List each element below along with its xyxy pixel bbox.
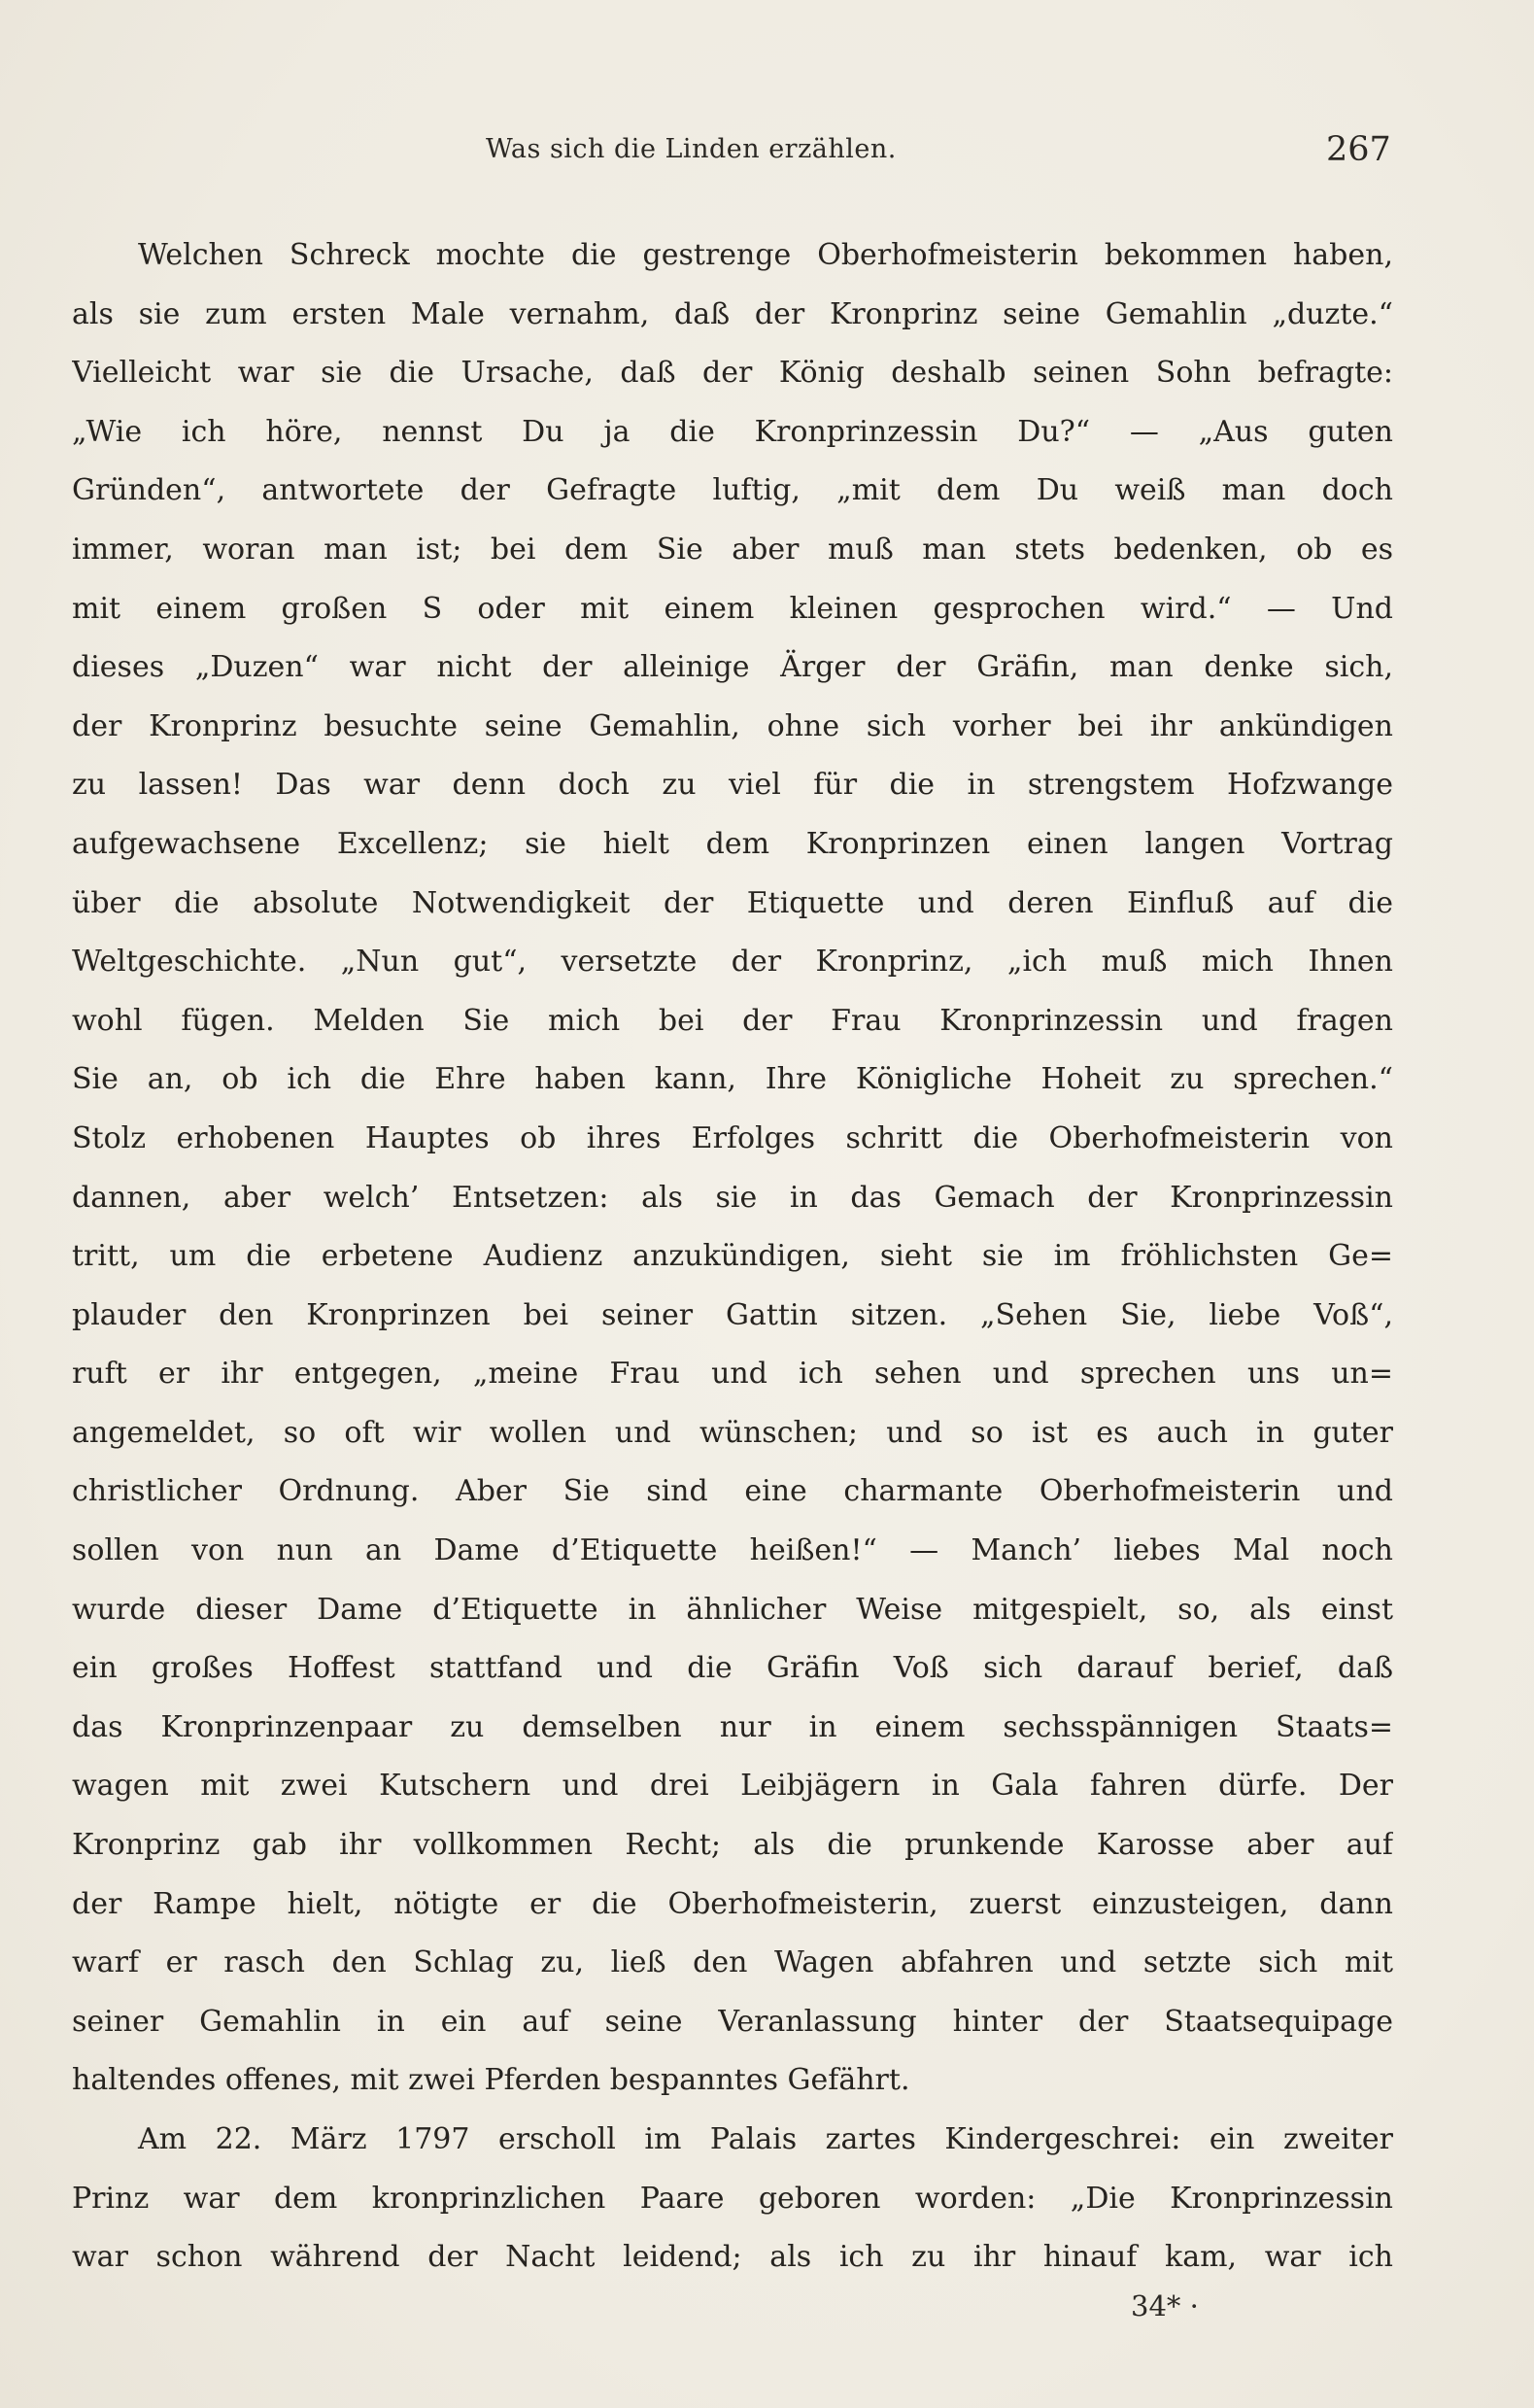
text-line: war schon während der Nacht leidend; als ich zu ihr hinauf kam, war ich — [72, 2240, 1393, 2275]
text-line: angemeldet, so oft wir wollen und wünschen; und so ist es auch in guter — [72, 1415, 1393, 1450]
text-line: immer, woran man ist; bei dem Sie aber muß man stets bedenken, ob es — [72, 532, 1393, 567]
running-title: Was sich die Linden erzählen. — [486, 134, 897, 164]
text-line: das Kronprinzenpaar zu demselben nur in einem sechsspännigen Staats= — [72, 1709, 1393, 1744]
text-line: Welchen Schreck mochte die gestrenge Oberhofmeisterin bekommen haben, — [138, 238, 1393, 272]
text-line: Vielleicht war sie die Ursache, daß der König deshalb seinen Sohn befragte: — [72, 356, 1393, 391]
signature-mark: 34* · — [1131, 2289, 1199, 2322]
text-line: sollen von nun an Dame d’Etiquette heißen!“ — Manch’ liebes Mal noch — [72, 1533, 1393, 1568]
text-line: christlicher Ordnung. Aber Sie sind eine charmante Oberhofmeisterin und — [72, 1474, 1393, 1509]
text-line: der Kronprinz besuchte seine Gemahlin, ohne sich vorher bei ihr ankündigen — [72, 708, 1393, 743]
text-line: plauder den Kronprinzen bei seiner Gattin sitzen. „Sehen Sie, liebe Voß“, — [72, 1297, 1393, 1332]
text-line: haltendes offenes, mit zwei Pferden bespanntes Gefährt. — [72, 2063, 910, 2098]
text-line: als sie zum ersten Male vernahm, daß der Kronprinz seine Gemahlin „duzte.“ — [72, 296, 1393, 331]
text-line: „Wie ich höre, nennst Du ja die Kronprinzessin Du?“ — „Aus guten — [72, 414, 1393, 449]
text-line: ruft er ihr entgegen, „meine Frau und ich sehen und sprechen uns un= — [72, 1357, 1393, 1392]
text-line: wagen mit zwei Kutschern und drei Leibjägern in Gala fahren dürfe. Der — [72, 1769, 1393, 1804]
text-line: über die absolute Notwendigkeit der Etiquette und deren Einfluß auf die — [72, 885, 1393, 920]
text-line: Weltgeschichte. „Nun gut“, versetzte der Kronprinz, „ich muß mich Ihnen — [72, 945, 1393, 980]
text-line: Gründen“, antwortete der Gefragte luftig, „mit dem Du weiß man doch — [72, 473, 1393, 508]
text-line: Stolz erhobenen Hauptes ob ihres Erfolges schritt die Oberhofmeisterin von — [72, 1120, 1393, 1155]
text-line: wohl fügen. Melden Sie mich bei der Frau Kronprinzessin und fragen — [72, 1003, 1393, 1038]
text-line: zu lassen! Das war denn doch zu viel für die in strengstem Hofzwange — [72, 768, 1393, 803]
text-line: aufgewachsene Excellenz; sie hielt dem Kronprinzen einen langen Vortrag — [72, 826, 1393, 861]
text-line: ein großes Hoffest stattfand und die Gräfin Voß sich darauf berief, daß — [72, 1651, 1393, 1686]
text-line: dieses „Duzen“ war nicht der alleinige Ärger der Gräfin, man denke sich, — [72, 650, 1393, 685]
text-line: tritt, um die erbetene Audienz anzukündigen, sieht sie im fröhlichsten Ge= — [72, 1239, 1393, 1274]
text-line: mit einem großen S oder mit einem kleinen gesprochen wird.“ — Und — [72, 591, 1393, 626]
text-line: wurde dieser Dame d’Etiquette in ähnlicher Weise mitgespielt, so, als einst — [72, 1592, 1393, 1627]
page-number: 267 — [1326, 130, 1391, 169]
text-line: Sie an, ob ich die Ehre haben kann, Ihre Königliche Hoheit zu sprechen.“ — [72, 1062, 1393, 1097]
text-line: dannen, aber welch’ Entsetzen: als sie in das Gemach der Kronprinzessin — [72, 1180, 1393, 1215]
text-line: der Rampe hielt, nötigte er die Oberhofmeisterin, zuerst einzusteigen, dann — [72, 1886, 1393, 1921]
body-text — [72, 226, 1393, 2288]
text-line: warf er rasch den Schlag zu, ließ den Wagen abfahren und setzte sich mit — [72, 1945, 1393, 1980]
text-line: Prinz war dem kronprinzlichen Paare geboren worden: „Die Kronprinzessin — [72, 2181, 1393, 2216]
text-line: seiner Gemahlin in ein auf seine Veranlassung hinter der Staatsequipage — [72, 2004, 1393, 2039]
running-head — [0, 130, 1534, 183]
text-line: Kronprinz gab ihr vollkommen Recht; als die prunkende Karosse aber auf — [72, 1828, 1393, 1863]
text-line: Am 22. März 1797 erscholl im Palais zartes Kindergeschrei: ein zweiter — [138, 2122, 1393, 2156]
